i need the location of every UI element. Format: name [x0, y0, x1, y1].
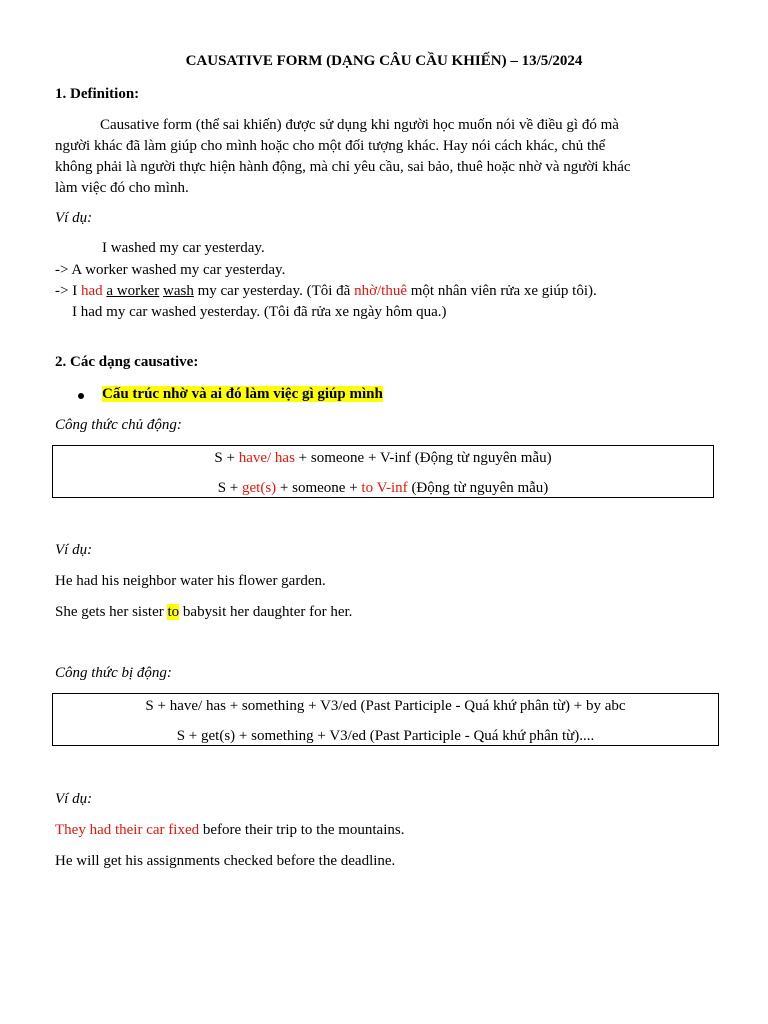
bullet-heading — [102, 385, 383, 404]
example-sentence-2: -> A worker washed my car yesterday. — [55, 262, 286, 278]
active-formula-line-2 — [53, 479, 713, 498]
definition-line-4: làm việc đó cho mình. — [55, 180, 189, 196]
definition-line-3: không phải là người thực hiện hành động, mà chỉ yêu cầu, sai bảo, thuê hoặc nhờ và người khác — [55, 159, 631, 175]
passive-formula-line-1: S + have/ has + something + V3/ed (Past Participle - Quá khứ phân từ) + by abc — [145, 698, 626, 714]
formula-part: + someone + V-inf (Động từ nguyên mẫu) — [294, 450, 552, 466]
formula-part: + someone + — [276, 480, 362, 496]
passive-example-1 — [55, 821, 404, 840]
section-heading-definition: 1. Definition: — [55, 86, 140, 102]
example-part: She gets her sister — [55, 604, 168, 620]
highlight-to: to — [167, 604, 180, 620]
ex3-part: -> I — [55, 283, 81, 299]
formula-gets: get(s) — [242, 480, 277, 496]
ex3-part: my car yesterday. (Tôi đã — [193, 283, 355, 299]
example-sentence-1: I washed my car yesterday. — [102, 240, 265, 256]
active-formula-label: Công thức chủ động: — [55, 417, 182, 433]
section-heading-forms: 2. Các dạng causative: — [55, 354, 199, 370]
passive-formula-line-2: S + get(s) + something + V3/ed (Past Participle - Quá khứ phân từ).... — [176, 728, 595, 744]
formula-part: S + — [214, 450, 239, 466]
definition-line-1: Causative form (thể sai khiến) được sử dụng khi người học muốn nói về điều gì đó mà — [100, 117, 619, 133]
passive-formula-label: Công thức bị động: — [55, 665, 172, 681]
example-label: Ví dụ: — [55, 210, 93, 226]
example-label-active: Ví dụ: — [55, 542, 93, 558]
example-part: before their trip to the mountains. — [199, 822, 405, 838]
active-example-1: He had his neighbor water his flower garden. — [55, 573, 326, 589]
formula-part: (Động từ nguyên mẫu) — [407, 480, 549, 496]
active-formula-line-1 — [53, 449, 713, 468]
example-sentence-4: I had my car washed yesterday. (Tôi đã rửa xe ngày hôm qua.) — [72, 304, 447, 320]
example-sentence-3 — [55, 282, 597, 301]
ex3-wash: wash — [163, 283, 194, 299]
formula-to-v-inf: to V-inf — [361, 480, 408, 496]
example-label-passive: Ví dụ: — [55, 791, 93, 807]
formula-have-has: have/ has — [238, 450, 295, 466]
ex3-part: một nhân viên rửa xe giúp tôi). — [407, 283, 597, 299]
bullet-dot-icon — [78, 393, 84, 399]
document-title: CAUSATIVE FORM (DẠNG CÂU CẦU KHIẾN) – 13/5/2024 — [185, 53, 583, 69]
ex3-nho-thue: nhờ/thuê — [354, 283, 407, 299]
definition-line-2: người khác đã làm giúp cho mình hoặc cho một đối tượng khác. Hay nói cách khác, chủ thể — [55, 138, 606, 154]
active-formula-box — [52, 445, 714, 498]
formula-part: S + — [217, 480, 243, 496]
passive-formula-box — [52, 693, 719, 746]
ex3-a-worker: a worker — [106, 283, 160, 299]
passive-example-red: They had their car fixed — [55, 822, 200, 838]
passive-example-2: He will get his assignments checked before the deadline. — [55, 853, 396, 869]
active-example-2 — [55, 603, 352, 622]
ex3-had: had — [80, 283, 103, 299]
example-part: babysit her daughter for her. — [179, 604, 353, 620]
bullet-heading-text: Cấu trúc nhờ và ai đó làm việc gì giúp mình — [102, 386, 383, 402]
